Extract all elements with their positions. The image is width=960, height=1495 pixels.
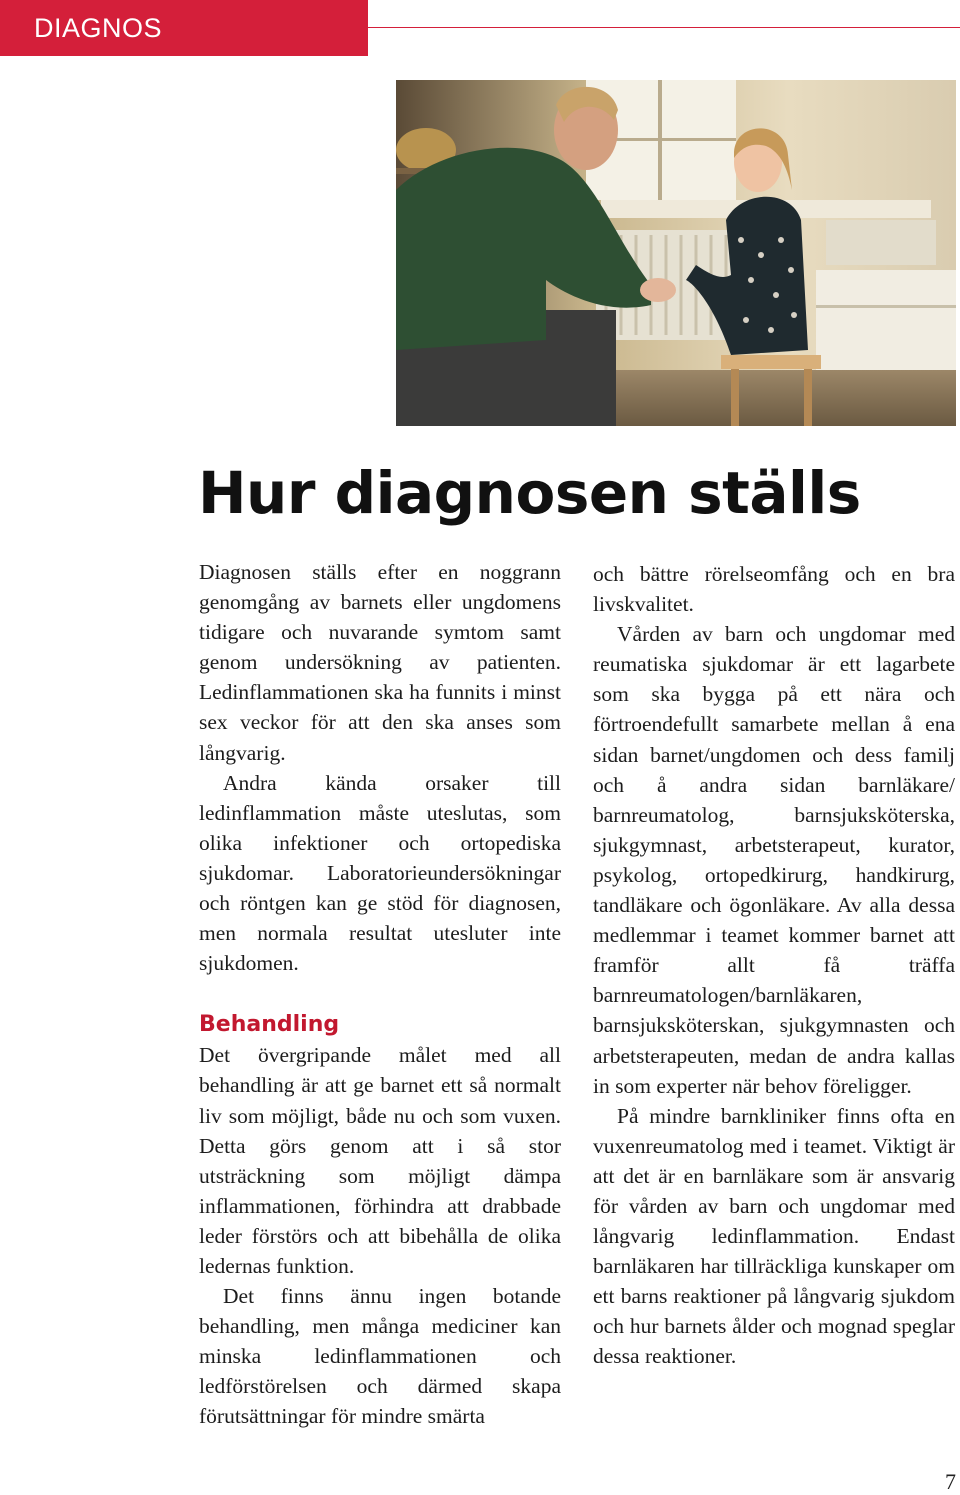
left-paragraph-3: Det övergripande målet med all behandling är att ge barnet ett så normalt liv som möjligt, både nu och som vuxen. Detta görs genom att i så stor utsträckning som möjligt dämpa inflammationen, förhindra att drabbade leder förstörs och att bibehålla de olika ledernas funktion. [199, 1043, 561, 1278]
left-paragraph-4: Det finns ännu ingen botande behandling, men många mediciner kan minska ledinflammationen och ledförstörelsen och därmed skapa förutsättningar för mindre smärta [199, 1284, 561, 1429]
section-label: DIAGNOS [0, 0, 368, 56]
right-paragraph-1: och bättre rörelseomfång och en bra livskvalitet. [593, 562, 955, 617]
right-column [593, 559, 955, 1372]
section-subheading: Behandling [199, 1012, 340, 1038]
left-paragraph-2: Andra kända orsaker till ledinflammation måste uteslutas, som olika infektioner och ortopediska sjukdomar. Laboratorieundersökningar och röntgen kan ge stöd för diagnosen, men normala resultat utesluter inte sjukdomen. [199, 770, 561, 976]
photo-doctor-examining-child-icon [396, 80, 956, 426]
right-paragraph-2: Vården av barn och ungdomar med reumatiska sjukdomar är ett lagarbete som ska bygga på ett nära och förtroendefullt samarbete mellan å ena sidan barnet/ungdomen och dess familj och å andra sidan barnläkare/ barnreumatolog, barnsjuksköterska, sjukgymnast, arbetsterapeut, kurator, psykolog, ortopedkirurg, handkirurg, tandläkare och ögonläkare. Av alla dessa medlemmar i teamet kommer barnet att framför allt få träffa barnreumatologen/barnläkaren, barnsjuksköterskan, sjukgymnasten och arbetsterapeuten, medan de andra kallas in som experter när behov föreligger. [593, 622, 955, 1098]
right-paragraph-3: På mindre barnkliniker finns ofta en vuxenreumatolog med i teamet. Viktigt är att det är en barnläkare som är ansvarig för vården av barn och ungdomar med långvarig ledinflammation. Endast barnläkaren har tillräckliga kunskaper om ett barns reaktioner på långvarig sjukdom och hur barnets ålder och mognad speglar dessa reaktioner. [593, 1103, 955, 1369]
left-paragraph-1: Diagnosen ställs efter en noggrann genomgång av barnets eller ungdomens tidigare och nuvarande symtom samt genom undersökning av patienten. Ledinflammationen ska ha funnits i minst sex veckor för att den ska anses som långvarig. [199, 560, 561, 765]
header-rule [368, 27, 960, 28]
page-number: 7 [945, 1469, 956, 1494]
article-photo [396, 80, 956, 426]
article-title: Hur diagnosen ställs [198, 459, 861, 527]
left-column [199, 557, 561, 1432]
